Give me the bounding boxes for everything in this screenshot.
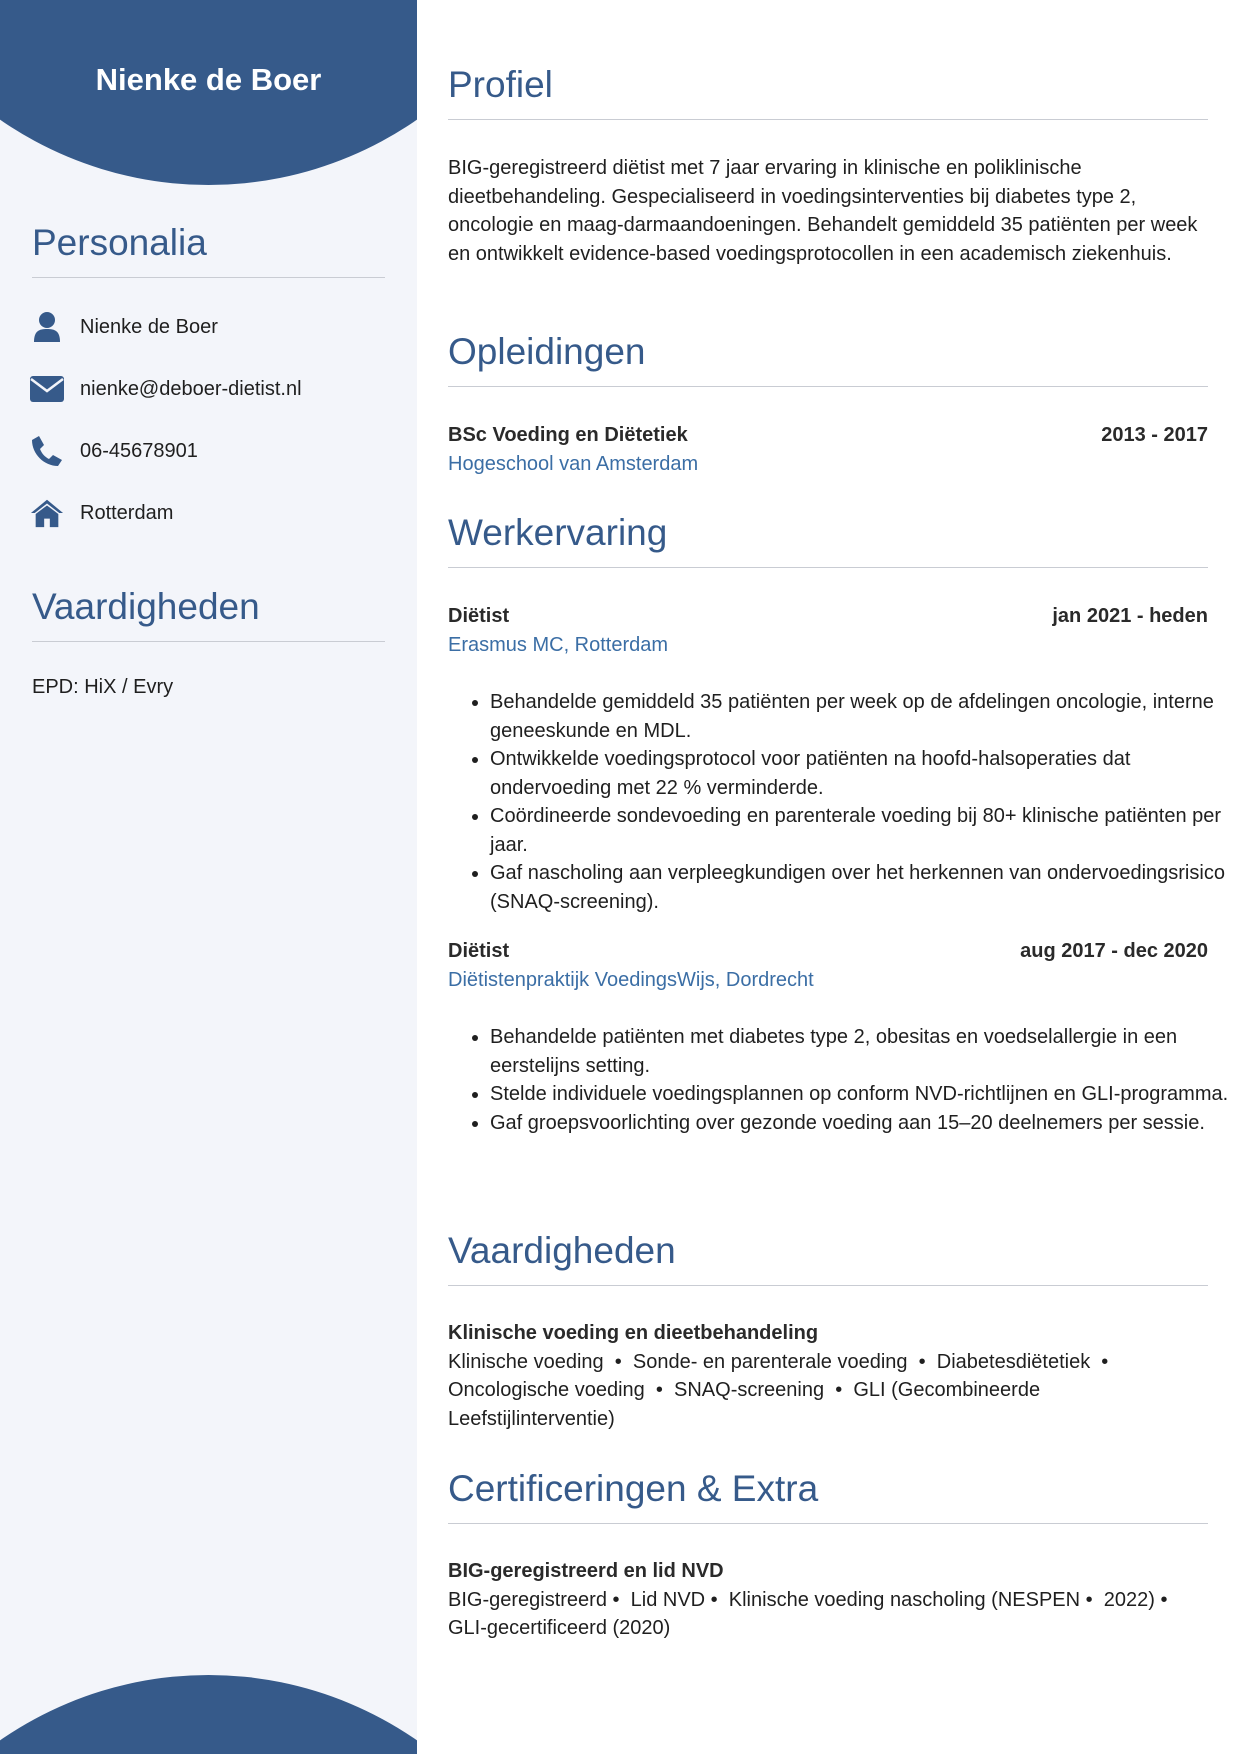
- contact-email-text[interactable]: nienke@deboer-dietist.nl: [80, 377, 302, 400]
- phone-icon: [30, 434, 64, 468]
- contact-phone[interactable]: [30, 433, 198, 469]
- job-dates: jan 2021 - heden: [1052, 605, 1208, 627]
- contact-location: [30, 495, 173, 531]
- profile-heading: Profiel: [448, 64, 1208, 120]
- personalia-heading: Personalia: [32, 222, 385, 278]
- list-item: • Gaf nascholing aan verpleegkundigen over het herkennen van ondervoedingsrisico (SNAQ-screening).: [490, 859, 1241, 916]
- education-title: BSc Voeding en Diëtetiek: [448, 424, 688, 446]
- list-item: • Gaf groepsvoorlichting over gezonde voeding aan 15–20 deelnemers per sessie.: [490, 1109, 1241, 1138]
- list-item: • Coördineerde sondevoeding en parenterale voeding bij 80+ klinische patiënten per jaar.: [490, 802, 1241, 859]
- skills-line: Oncologische voeding • SNAQ-screening • GLI (Gecombineerde: [448, 1379, 1041, 1401]
- list-item: • Behandelde patiënten met diabetes type 2, obesitas en voedselallergie in een eerstelijns setting.: [490, 1023, 1241, 1080]
- list-item: • Stelde individuele voedingsplannen op conform NVD-richtlijnen en GLI-programma.: [490, 1080, 1241, 1109]
- certifications-line: GLI-gecertificeerd (2020): [448, 1617, 671, 1639]
- skills-heading: Vaardigheden: [448, 1230, 1208, 1286]
- job-bullets: [448, 1023, 1241, 1137]
- side-skill-item: EPD: HiX / Evry: [32, 676, 174, 698]
- certifications-line: BIG-geregistreerd • Lid NVD • Klinische voeding nascholing (NESPEN • 2022) •: [448, 1589, 1168, 1611]
- job-employer: Diëtistenpraktijk VoedingsWijs, Dordrecht: [448, 969, 814, 991]
- education-heading: Opleidingen: [448, 331, 1208, 387]
- skills-line: Leefstijlinterventie): [448, 1408, 615, 1430]
- job-entry: [448, 605, 1208, 628]
- job-dates: aug 2017 - dec 2020: [1020, 940, 1208, 962]
- skills-line: Klinische voeding • Sonde- en parenterale voeding • Diabetesdiëtetiek •: [448, 1351, 1109, 1373]
- skills-group-title: Klinische voeding en dieetbehandeling: [448, 1322, 819, 1344]
- side-skills-heading: Vaardigheden: [32, 586, 385, 642]
- certifications-heading: Certificeringen & Extra: [448, 1468, 1208, 1524]
- certifications-group-title: BIG-geregistreerd en lid NVD: [448, 1560, 724, 1582]
- user-icon: [30, 310, 64, 344]
- home-icon: [30, 496, 64, 530]
- candidate-name: Nienke de Boer: [95, 62, 322, 97]
- contact-email[interactable]: [30, 371, 302, 407]
- job-employer: Erasmus MC, Rotterdam: [448, 634, 669, 656]
- job-title: Diëtist: [448, 605, 510, 627]
- job-bullets: [448, 688, 1241, 916]
- job-title: Diëtist: [448, 940, 510, 962]
- job-entry: [448, 940, 1208, 963]
- sidebar: [0, 0, 417, 1754]
- footer-arc: [0, 1675, 417, 1754]
- envelope-icon: [30, 372, 64, 406]
- education-institution: Hogeschool van Amsterdam: [448, 453, 699, 475]
- contact-name-text: Nienke de Boer: [80, 315, 218, 338]
- education-entry: [448, 424, 1208, 447]
- profile-text: BIG-geregistreerd diëtist met 7 jaar ervaring in klinische en poliklinische dieetbehandeling. Gespecialiseerd in voedingsinterventies bij diabetes type 2, oncologie en maag-darmaandoeningen. Behandelt gemiddeld 35 patiënten per week en ontwikkelt evidence-based voedingsprotocollen in een academisch ziekenhuis.: [448, 157, 1198, 265]
- education-dates: 2013 - 2017: [1101, 424, 1208, 446]
- experience-heading: Werkervaring: [448, 512, 1208, 568]
- contact-name: [30, 309, 218, 345]
- list-item: • Behandelde gemiddeld 35 patiënten per week op de afdelingen oncologie, interne geneeskunde en MDL.: [490, 688, 1241, 745]
- list-item: • Ontwikkelde voedingsprotocol voor patiënten na hoofd-halsoperaties dat ondervoeding met 22 % verminderde.: [490, 745, 1241, 802]
- contact-phone-text[interactable]: 06-45678901: [80, 439, 198, 462]
- contact-location-text: Rotterdam: [80, 501, 174, 524]
